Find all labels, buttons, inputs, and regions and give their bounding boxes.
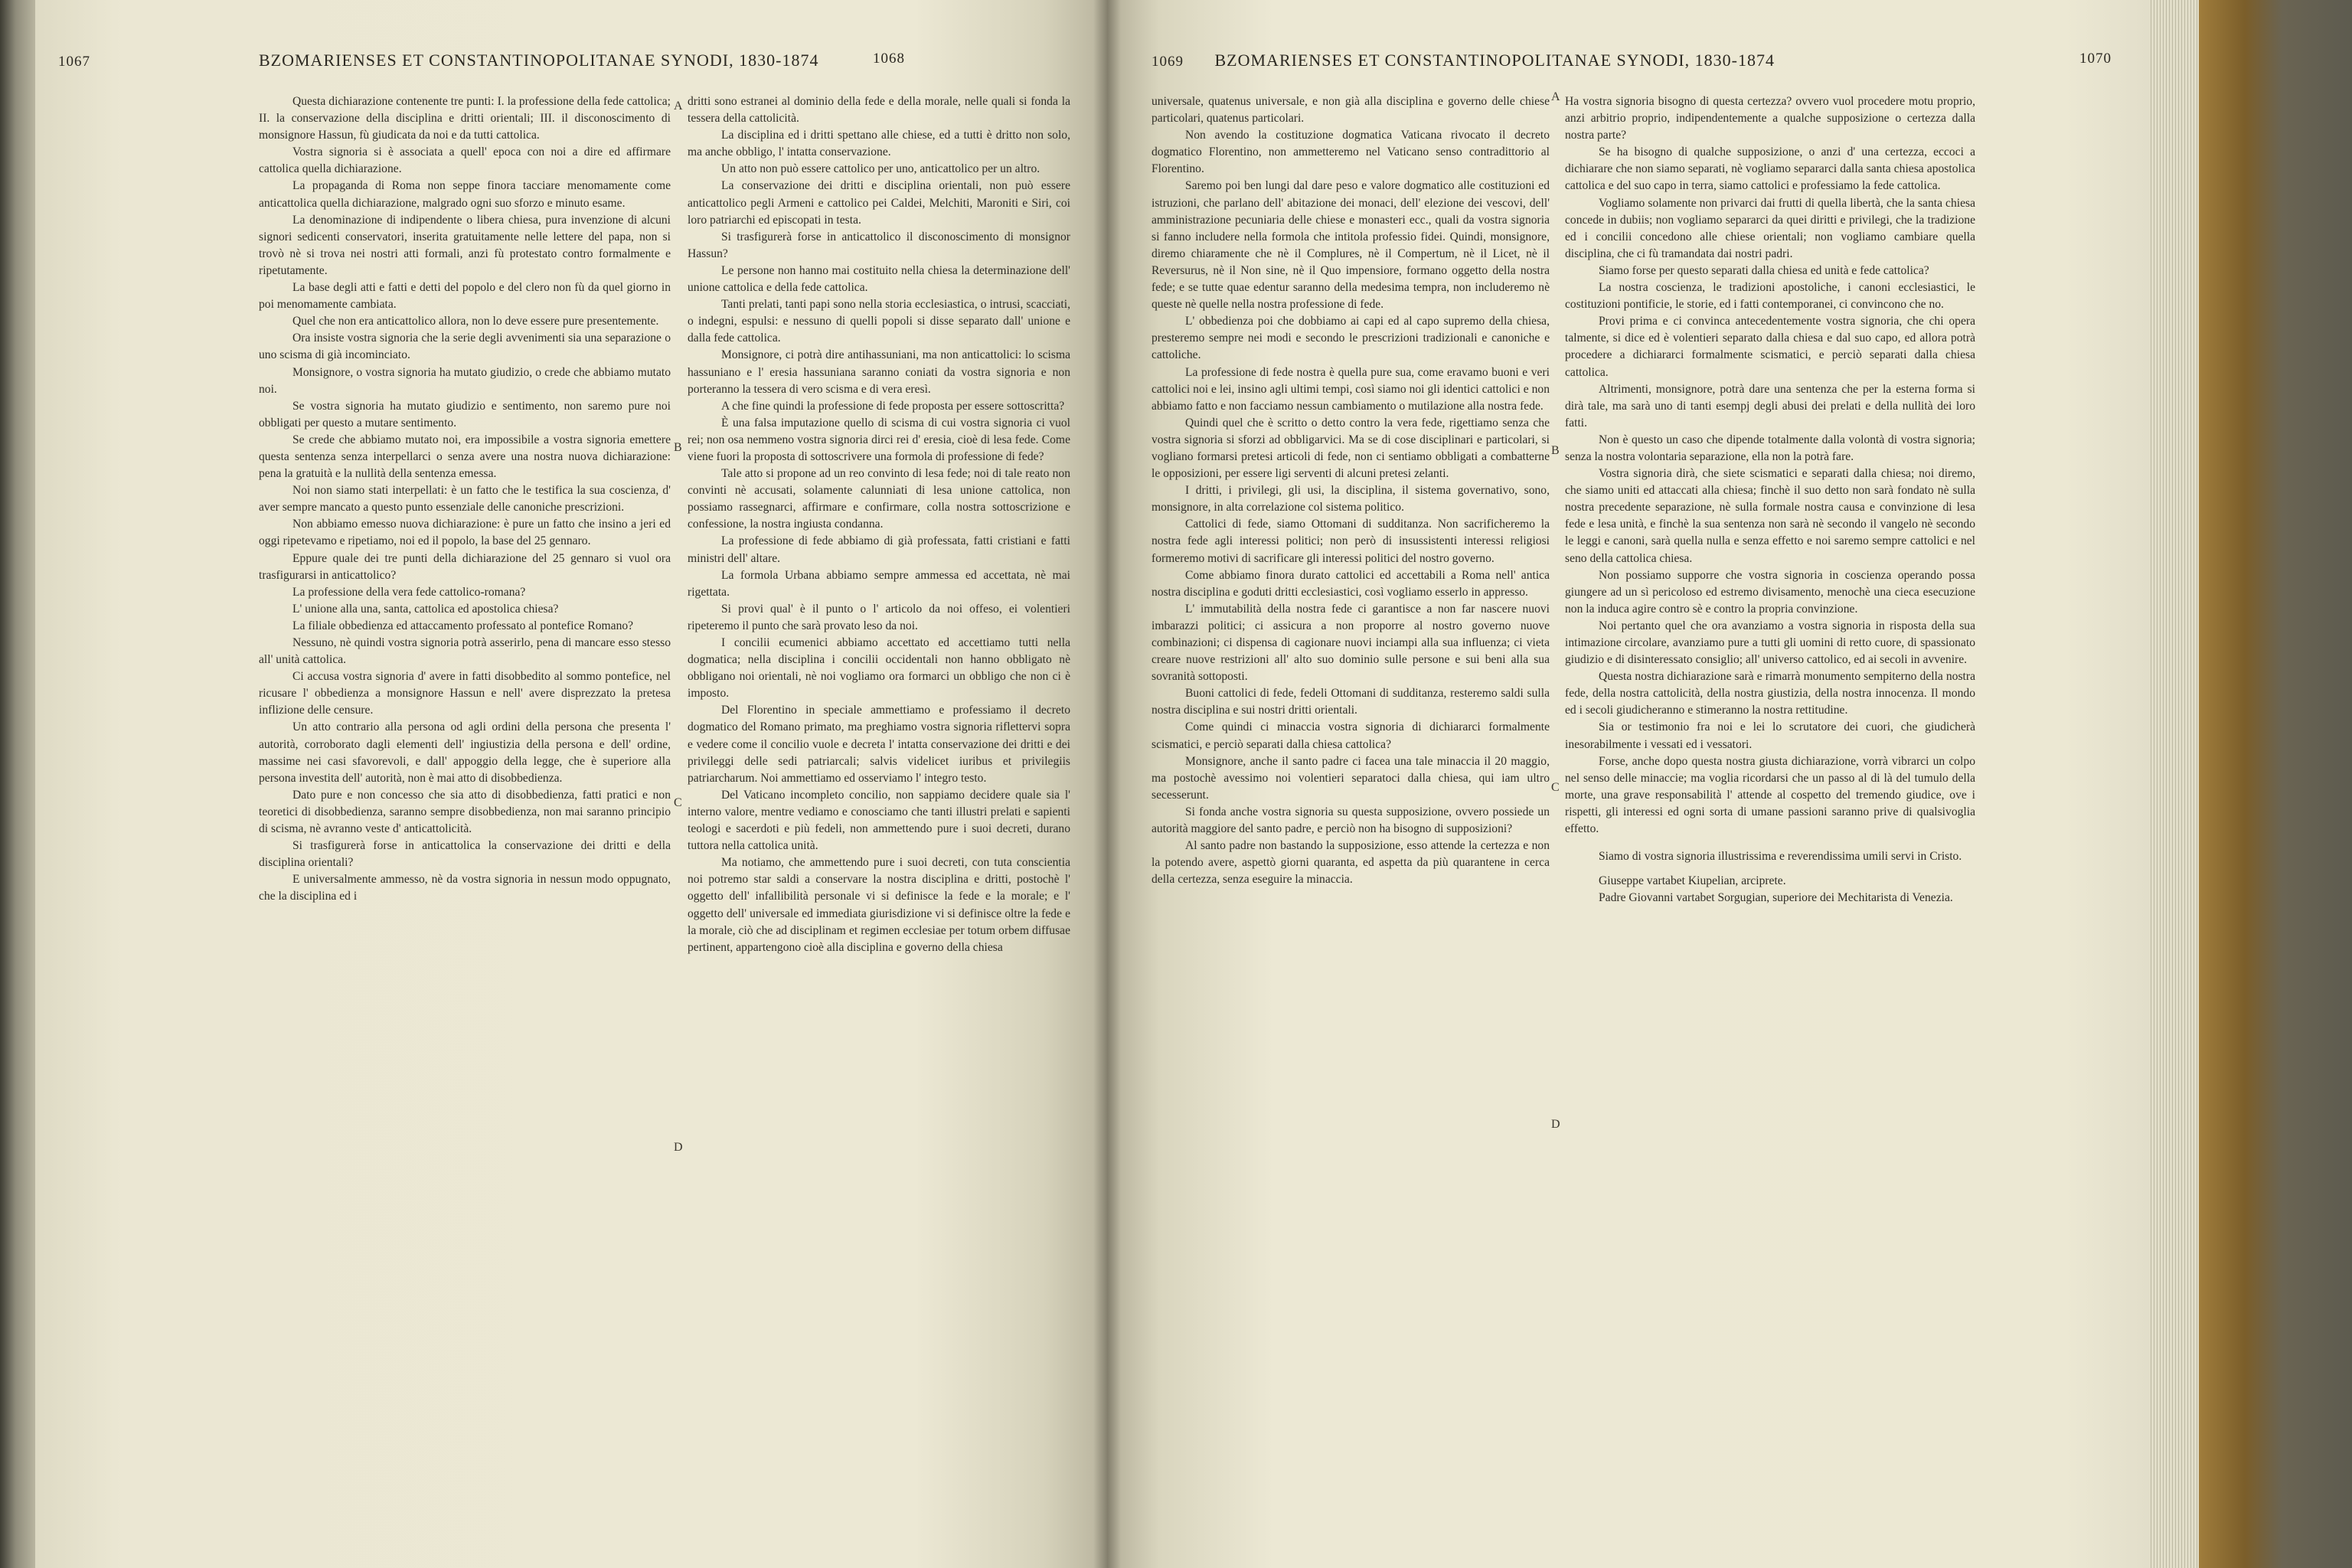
margin-letter-c-left: C [674, 796, 682, 809]
column-1068 [688, 93, 1070, 956]
paragraph: Sia or testimonio fra noi e lei lo scrutatore dei cuori, che giudicherà inesorabilmente i vessati ed i vessatori. [1565, 720, 1975, 751]
margin-letter-d-left: D [674, 1141, 683, 1154]
running-title-right: BZOMARIENSES ET CONSTANTINOPOLITANAE SYNODI, 1830-1874 [1214, 51, 1775, 70]
paragraph: La formola Urbana abbiamo sempre ammessa ed accettata, nè mai rigettata. [688, 568, 1070, 599]
paragraph: La professione di fede abbiamo di già professata, fatti cristiani e fatti ministri dell' altare. [688, 534, 1070, 565]
paragraph: Si provi qual' è il punto o l' articolo da noi offeso, ei volentieri ripeteremo il punto che sarà provato leso da noi. [688, 602, 1070, 632]
paragraph: Vogliamo solamente non privarci dai frutti di quella libertà, che la santa chiesa concede in dubiis; non vogliamo separarci da quei diritti e privilegi, che la tradizione ed i concilii concedono alle chiese orientali; non vogliamo cambiare quella disciplina, che ci fù tramandata dai nostri padri. [1565, 196, 1975, 260]
paragraph: La base degli atti e fatti e detti del popolo e del clero non fù da quel giorno in poi menomamente cambiata. [259, 281, 671, 312]
paragraph: Ci accusa vostra signoria d' avere in fatti disobbedito al sommo pontefice, nel ricusare l' obbedienza a monsignore Hassun e nell' avere disprezzato la pretesa inflizione delle censure. [259, 670, 671, 717]
paragraph: Buoni cattolici di fede, fedeli Ottomani di sudditanza, resteremo saldi sulla nostra disciplina e sui nostri dritti orientali. [1152, 687, 1550, 717]
paragraph: Forse, anche dopo questa nostra giusta dichiarazione, vorrà vibrarci un colpo nel senso delle minaccie; ma voglia ricordarsi che un passo al di là del tumulo della morte, una grave responsabilità l' attende al cospetto del tremendo giudice, ove i rispetti, gli interessi ed ogni sorta di umane passioni saranno prive di qualsivoglia effetto. [1565, 754, 1975, 836]
paragraph: Si fonda anche vostra signoria su questa supposizione, ovvero possiede un autorità maggiore del santo padre, e perciò non ha bisogno di supposizioni? [1152, 805, 1550, 836]
paragraph: L' obbedienza poi che dobbiamo ai capi ed al capo supremo della chiesa, presteremo sempre nei modi e secondo le prescrizioni tradizionali e canoniche e cattoliche. [1152, 315, 1550, 362]
right-running-header [1152, 51, 2112, 70]
right-page [1107, 0, 2148, 1568]
margin-letter-d-right: D [1551, 1118, 1560, 1131]
paragraph: Eppure quale dei tre punti della dichiarazione del 25 gennaro si vuol ora trasfigurarsi in anticattolico? [259, 551, 671, 582]
paragraph: Un atto contrario alla persona od agli ordini della persona che presenta l' autorità, corroborato dagli elementi dell' ingiustizia della persona e dell' ordine, massime nei casi sfavorevoli, e dall' appoggio della legge, che è superiore alla persona investita dell' autorità, non è mai atto di disobbedienza. [259, 720, 671, 785]
paragraph: Quel che non era anticattolico allora, non lo deve essere pure presentemente. [292, 315, 659, 328]
left-page [35, 0, 1107, 1568]
paragraph: universale, quatenus universale, e non già alla disciplina e governo delle chiese particolari, quatenus particolari. [1152, 95, 1550, 126]
paragraph: Monsignore, anche il santo padre ci facea una tale minaccia il 20 maggio, ma postochè avessimo noi volentieri separatoci dalla chiesa, qui iam ultro secesserunt. [1152, 754, 1550, 802]
paragraph: Siamo forse per questo separati dalla chiesa ed unità e fede cattolica? [1599, 263, 1929, 277]
paragraph: Se crede che abbiamo mutato noi, era impossibile a vostra signoria emettere questa sentenza senza interpellarci o senza avere una nostra nuova dichiarazione: pena la gratuità e la nullità della sentenza emessa. [259, 433, 671, 481]
margin-letter-a-right: A [1551, 90, 1560, 103]
column-1070 [1565, 93, 1975, 906]
paragraph: Saremo poi ben lungi dal dare peso e valore dogmatico alle costituzioni ed istruzioni, che parlano dell' abitazione dei monaci, dell' elezione dei vescovi, dell' amministrazione pecuniaria delle chiese e monasteri ecc., quali da vostra signoria si fanno includere nella formola che intitola professio fidei. Quindi, monsignore, diremo chiaramente che nè il Complures, nè il Compertum, nè il Licet, nè il Reversurus, nè il Non sine, nè il Quo impensiore, formano oggetto della nostra fede; e se tutte quae edentur saranno della medesima tempra, non includeremo nè queste nè quelle nella nostra professione di fede. [1152, 179, 1550, 312]
paragraph: Monsignore, o vostra signoria ha mutato giudizio, o crede che abbiamo mutato noi. [259, 365, 671, 396]
right-page-edges [2148, 0, 2199, 1568]
paragraph: Ma notiamo, che ammettendo pure i suoi decreti, con tuta conscientia noi potremo star saldi a conservare la nostra disciplina e dritti, postochè l' oggetto dell' infallibilità personale vi si definisce la fede e la morale; e l' oggetto dell' universale ed immediata giurisdizione vi si definisce oltre la fede e la morale, ciò che ad disciplinam et regimen ecclesiae per totum orbem diffusae pertinent, appartengono cioè alla disciplina e governo della chiesa [688, 856, 1070, 954]
paragraph: Non abbiamo emesso nuova dichiarazione: è pure un fatto che insino a jeri ed oggi ripetevamo e ripetiamo, noi ed il popolo, la base del 25 gennaro. [259, 518, 671, 548]
left-running-header [58, 51, 905, 70]
paragraph: La professione della vera fede cattolico-romana? [292, 585, 526, 599]
book-gutter [1093, 0, 1121, 1568]
paragraph: Come abbiamo finora durato cattolici ed accettabili a Roma nell' antica nostra disciplina e goduti dritti ecclesiastici, così vogliamo esserlo in appresso. [1152, 568, 1550, 599]
paragraph: È una falsa imputazione quello di scisma di cui vostra signoria ci vuol rei; non osa nemmeno vostra signoria dirci rei d' eresia, cioè di lesa fede. Come viene fuori la proposta di sottoscrivere una formola di professione di fede? [688, 416, 1070, 463]
paragraph: Questa dichiarazione contenente tre punti: I. la professione della fede cattolica; II. la conservazione della disciplina e dritti orientali; III. il disconoscimento di monsignore Hassun, fù giudicata da noi e da tutti cattolica. [259, 95, 671, 142]
paragraph: I concilii ecumenici abbiamo accettato ed accettiamo tutti nella dogmatica; nella disciplina i concilii occidentali non hanno obbligato nè obbligano noi orientali, nè noi vogliamo ora formarci un obbligo che non ci è imposto. [688, 636, 1070, 701]
paragraph: L' immutabilità della nostra fede ci garantisce a non far nascere nuovi imbarazzi politici; ci assicura a non proporre al nostro governo nuove combinazioni; ci dispensa di cagionare nuovi inciampi alla sua influenza; ci vieta creare nuove restrizioni all' alto suo dominio sulle persone e sui beni alla sua sovranità sottoposti. [1152, 602, 1550, 684]
book-cover [2199, 0, 2352, 1568]
paragraph: Provi prima e ci convinca antecedentemente vostra signoria, che chi opera talmente, si dice ed è volentieri separato dalla chiesa e dal suo capo, ed allora potrà procedere a dichiararci formalmente scismatici, e perciò separati dalla chiesa cattolica. [1565, 315, 1975, 379]
margin-letter-a-left: A [674, 100, 683, 113]
signatory: Padre Giovanni vartabet Sorgugian, superiore dei Mechitarista di Venezia. [1599, 891, 1953, 905]
page-number-1068: 1068 [873, 51, 905, 67]
paragraph: Altrimenti, monsignore, potrà dare una sentenza che per la esterna forma si dirà tale, ma sarà uno di tanti esempj degli abusi dei prelati e della nullità dei loro fatti. [1565, 382, 1975, 430]
paragraph: Noi pertanto quel che ora avanziamo a vostra signoria in risposta della sua intimazione circolare, avanziamo pure a tutti gli uomini di retto cuore, di spassionato giudizio e di disinteressato consiglio; all' universo cattolico, ed ai secoli in avvenire. [1565, 619, 1975, 667]
paragraph: Vostra signoria si è associata a quell' epoca con noi a dire ed affirmare cattolica quella dichiarazione. [259, 145, 671, 176]
paragraph: Un atto non può essere cattolico per uno, anticattolico per un altro. [721, 162, 1040, 176]
paragraph: Nessuno, nè quindi vostra signoria potrà asserirlo, pena di mancare esso stesso all' unità cattolica. [259, 636, 671, 667]
paragraph: La propaganda di Roma non seppe finora tacciare menomamente come anticattolica quella dichiarazione, malgrado ogni suo sforzo e minuto esame. [259, 179, 671, 210]
margin-letter-b-right: B [1551, 444, 1560, 457]
signature-block [1565, 848, 1975, 906]
paragraph: La filiale obbedienza ed attaccamento professato al pontefice Romano? [292, 619, 634, 632]
paragraph: Le persone non hanno mai costituito nella chiesa la determinazione dell' unione cattolica e della fede cattolica. [688, 263, 1070, 295]
paragraph: Cattolici di fede, siamo Ottomani di sudditanza. Non sacrificheremo la nostra fede agli interessi politici; non però di insussistenti interessi religiosi formeremo motivi di sacrificare gli interessi politici del nostro governo. [1152, 518, 1550, 565]
paragraph: Ha vostra signoria bisogno di questa certezza? ovvero vuol procedere motu proprio, anzi arbitrio proprio, indipendentemente a qualche supposizione o certezza dalla nostra parte? [1565, 95, 1975, 142]
paragraph: Vostra signoria dirà, che siete scismatici e separati dalla chiesa; noi diremo, che siamo uniti ed attaccati alla chiesa; finchè il suo detto non sarà fondato nè sulla nostra precedente separazione, nè sulla formale nostra causa e convinzione di lesa fede e lesa unità, e finchè la sua sentenza non sarà nè secondo il vangelo nè secondo le leggi e canoni, sarà quella nulla e senza effetto e noi saremo sempre cattolici e nel seno della cattolica chiesa. [1565, 467, 1975, 565]
paragraph: La nostra coscienza, le tradizioni apostoliche, i canoni ecclesiastici, le costituzioni pontificie, le storie, ed i fatti contemporanei, ci convincono che no. [1565, 281, 1975, 312]
paragraph: I dritti, i privilegi, gli usi, la disciplina, il sistema governativo, sono, monsignore, in alta correlazione col sistema politico. [1152, 484, 1550, 514]
paragraph: E universalmente ammesso, nè da vostra signoria in nessun modo oppugnato, che la disciplina ed i [259, 873, 671, 903]
margin-letter-c-right: C [1551, 781, 1560, 794]
paragraph: dritti sono estranei al dominio della fede e della morale, nelle quali si fonda la tessera della cattolicità. [688, 95, 1070, 126]
paragraph: Ora insiste vostra signoria che la serie degli avvenimenti sia una separazione o uno scisma di già incominciato. [259, 332, 671, 362]
paragraph: Noi non siamo stati interpellati: è un fatto che le testifica la sua coscienza, d' aver sempre mancato a questo punto essenziale delle canoniche prescrizioni. [259, 484, 671, 514]
page-number-1070: 1070 [2079, 51, 2112, 67]
paragraph: Si trasfigurerà forse in anticattolico il disconoscimento di monsignor Hassun? [688, 230, 1070, 260]
column-1067 [259, 93, 671, 906]
paragraph: Quindi quel che è scritto o detto contro la vera fede, rigettiamo senza che vostra signoria si sforzi ad obbligarvici. Ma se di cose disciplinari e particolari, si vogliano formarsi pretesi articoli di fede, non ci sentiamo obbligati a combatterne le opposizioni, per essere ligi serventi di alcuni pretesi zelanti. [1152, 416, 1550, 481]
signatory: Giuseppe vartabet Kiupelian, arciprete. [1599, 874, 1786, 888]
paragraph: La disciplina ed i dritti spettano alle chiese, ed a tutti è dritto non solo, ma anche obbligo, l' intatta conservazione. [688, 129, 1070, 159]
column-1069 [1152, 93, 1550, 888]
paragraph: Del Florentino in speciale ammettiamo e professiamo il decreto dogmatico del Romano primato, ma preghiamo vostra signoria riflettervi sopra e vedere come il concilio vuole e decreta l' intatta conservazione dei dritti e dei privileggi delle sedi patriarcali; salvis videlicet iuribus et privilegiis patriarcharum. Noi ammettiamo ed osserviamo l' integro testo. [688, 704, 1070, 785]
paragraph: Tanti prelati, tanti papi sono nella storia ecclesiastica, o intrusi, scacciati, o indegni, espulsi: e nessuno di quelli popoli si disse separato dall' unione e dalla fede cattolica. [688, 298, 1070, 345]
paragraph: Non possiamo supporre che vostra signoria in coscienza operando possa giungere ad un sì pericoloso ed estremo divisamento, menochè una cieca esecuzione non la induca agire contro sè e contro la propria convinzione. [1565, 568, 1975, 616]
paragraph: Questa nostra dichiarazione sarà e rimarrà monumento sempiterno della nostra fede, della nostra cattolicità, della nostra giustizia, della nostra innocenza. Il mondo ed i secoli giudicheranno e stimeranno la nostra rettitudine. [1565, 670, 1975, 717]
paragraph: Come quindi ci minaccia vostra signoria di dichiararci formalmente scismatici, e perciò separati dalla chiesa cattolica? [1152, 720, 1550, 751]
paragraph: A che fine quindi la professione di fede proposta per essere sottoscritta? [721, 399, 1065, 413]
paragraph: Del Vaticano incompleto concilio, non sappiamo decidere quale sia l' interno valore, mentre vediamo e conosciamo che tanti illustri prelati e sapienti teologi e sacerdoti e più fedeli, non ammettendo pure i suoi decreti, durano tuttora nella cattolica unità. [688, 788, 1070, 853]
closing-formula: Siamo di vostra signoria illustrissima e reverendissima umili servi in Cristo. [1599, 850, 1962, 864]
running-title-left: BZOMARIENSES ET CONSTANTINOPOLITANAE SYNODI, 1830-1874 [259, 51, 819, 70]
paragraph: Non avendo la costituzione dogmatica Vaticana rivocato il decreto dogmatico Florentino, non ammetteremo nel Vaticano senso contradittorio al Florentino. [1152, 129, 1550, 176]
page-number-1067: 1067 [58, 54, 90, 70]
left-page-edges [0, 0, 35, 1568]
page-number-1069: 1069 [1152, 54, 1184, 70]
paragraph: Se vostra signoria ha mutato giudizio e sentimento, non saremo pure noi obbligati per questo a mutare sentimento. [259, 399, 671, 430]
paragraph: Dato pure e non concesso che sia atto di disobbedienza, fatti pratici e non teoretici di disobbedienza, saranno sempre disobbedienza, non mai saranno principio di scisma, nè avranno veste d' anticattolicità. [259, 788, 671, 836]
paragraph: L' unione alla una, santa, cattolica ed apostolica chiesa? [292, 602, 559, 616]
margin-letter-b-left: B [674, 441, 682, 454]
paragraph: Tale atto si propone ad un reo convinto di lesa fede; noi di tale reato non convinti nè accusati, solamente calunniati di lesa unione cattolica, non possiamo rassegnarci, affirmare e confirmare, colla nostra sottoscrizione e confessione, la nostra ingiusta condanna. [688, 467, 1070, 531]
paragraph: Al santo padre non bastando la supposizione, esso attende la certezza e non la potendo avere, aspettò giorni quaranta, ed aspetta da più quarantene in cerca della certezza, senza eseguire la minaccia. [1152, 839, 1550, 887]
paragraph: La denominazione di indipendente o libera chiesa, pura invenzione di alcuni signori sedicenti conservatori, inserita gratuitamente nelle lettere del papa, non si trovò nè si trova nei nostri atti formali, anzi fù protestato contro formalmente e ripetutamente. [259, 213, 671, 277]
paragraph: La conservazione dei dritti e disciplina orientali, non può essere anticattolico pegli Armeni e cattolico pei Caldei, Melchiti, Maroniti e Siri, coi loro patriarchi ed episcopati in testa. [688, 179, 1070, 227]
paragraph: Si trasfigurerà forse in anticattolica la conservazione dei dritti e della disciplina orientali? [259, 839, 671, 870]
paragraph: Monsignore, ci potrà dire antihassuniani, ma non anticattolici: lo scisma hassuniano e l' eresia hassuniana saranno coniati da vostra signoria e non porteranno la tessera di vero scisma e di vera eresì. [688, 348, 1070, 396]
paragraph: Se ha bisogno di qualche supposizione, o anzi d' una certezza, eccoci a dichiarare che non siamo separati, nè vogliamo separarci dalla santa chiesa apostolica cattolica e del suo capo in terra, siamo cattolici e professiamo la fede cattolica. [1565, 145, 1975, 193]
paragraph: Non è questo un caso che dipende totalmente dalla volontà di vostra signoria; senza la nostra volontaria separazione, ella non la potrà fare. [1565, 433, 1975, 463]
paragraph: La professione di fede nostra è quella pure sua, come eravamo buoni e veri cattolici noi e lei, insino agli ultimi tempi, così siamo noi gli identici cattolici e non abbiamo fatto e non facciamo nessun cambiamento o mutilazione alla nostra fede. [1152, 365, 1550, 413]
